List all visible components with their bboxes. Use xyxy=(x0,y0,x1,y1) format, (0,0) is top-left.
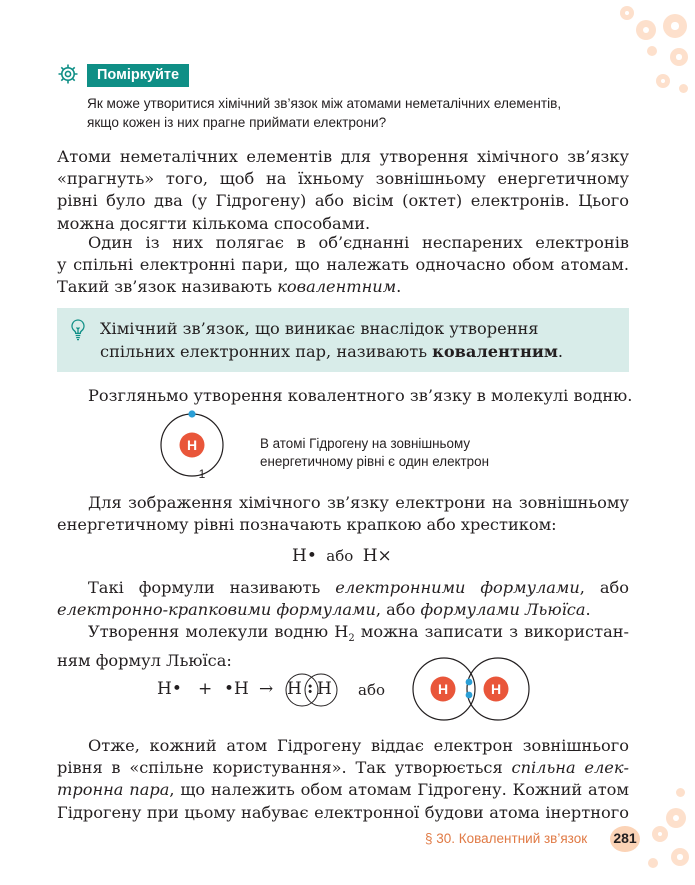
text-span: , або xyxy=(579,578,629,597)
molecule-h-left: H xyxy=(287,679,302,699)
text-line: у спільні електронні пари, що належать одночасно обом атомам. xyxy=(57,255,629,275)
or-word: або xyxy=(358,681,386,699)
shared-pair: : xyxy=(307,678,314,698)
text-span: рівня в «спільне користування». Так утворюється xyxy=(57,758,512,778)
footer-section-title: § 30. Ковалентний зв’язок xyxy=(425,831,588,846)
think-question-line: Як може утворитися хімічний зв’язок між атомами неметалічних елементів, xyxy=(87,96,562,111)
page-number: 281 xyxy=(613,830,637,846)
text-line: рівні було два (у Гідрогену) або вісім (октет) електронів. Цього xyxy=(57,191,629,211)
text-line: Для зображення хімічного зв’язку електрони на зовнішньому xyxy=(88,493,629,512)
definition-line xyxy=(100,341,563,364)
text-line xyxy=(57,757,629,779)
subscript: 2 xyxy=(348,633,355,645)
text-span: , або xyxy=(375,600,421,620)
text-span: Такий зв’язок називають xyxy=(57,277,278,297)
nucleus-label: H xyxy=(186,437,198,453)
paragraph-5 xyxy=(57,577,629,621)
caption-line: В атомі Гідрогену на зовнішньому xyxy=(260,436,471,451)
text-line xyxy=(57,276,629,298)
shell-number: 1 xyxy=(198,467,206,480)
h-dot: H• xyxy=(292,546,317,566)
atom-caption xyxy=(260,435,489,471)
paragraph-6 xyxy=(57,621,629,673)
text-span: Такі формули називають xyxy=(88,578,336,597)
dot-formula xyxy=(292,545,392,567)
text-span: спільних електронних пар, називають xyxy=(100,341,433,361)
paragraph-4 xyxy=(57,492,629,536)
text-line: енергетичному рівні позначають крапкою або хрестиком: xyxy=(57,515,557,535)
term: формулами Льюїса xyxy=(420,600,586,620)
term: тронна пара xyxy=(57,780,170,800)
text-span: можна записати з використан- xyxy=(354,622,629,641)
think-question xyxy=(87,95,561,132)
plus-sign: + xyxy=(198,679,213,699)
h-cross: H× xyxy=(362,546,392,566)
text-line: «прагнуть» того, щоб на їхньому зовнішньому енергетичному xyxy=(57,169,629,189)
nucleus-label-right: H xyxy=(490,681,502,697)
h2-molecule-diagram xyxy=(410,655,540,723)
text-line xyxy=(57,577,629,599)
think-gear-icon xyxy=(57,63,79,85)
text-line: можна досягти кількома способами. xyxy=(57,213,371,233)
term: спільна елек- xyxy=(511,758,629,778)
text-line: Отже, кожний атом Гідрогену віддає електрон зовнішнього xyxy=(88,736,629,755)
paragraph-1 xyxy=(57,146,629,235)
term: електронними формулами xyxy=(335,578,580,597)
text-span: . xyxy=(557,341,564,361)
definition-line: Хімічний зв’язок, що виникає внаслідок утворення xyxy=(100,319,539,338)
text-line: Атоми неметалічних елементів для утворення хімічного зв’язку xyxy=(57,147,629,166)
paragraph-2 xyxy=(57,232,629,299)
nucleus-label-left: H xyxy=(437,681,449,697)
text-span: . xyxy=(396,277,402,297)
text-span: Утворення молекули водню H xyxy=(88,622,349,641)
definition-text xyxy=(100,318,563,363)
electron xyxy=(188,410,195,417)
text-line xyxy=(57,599,629,621)
text-line: Один із них полягає в об’єднанні неспарених електронів xyxy=(88,233,629,252)
reaction-arrow: → xyxy=(259,679,274,699)
paragraph-3: Розгляньмо утворення ковалентного зв’язку в молекулі водню. xyxy=(88,386,633,405)
term-covalent-bold: ковалентним xyxy=(432,341,558,361)
think-question-line: якщо кожен із них прагне приймати електрони? xyxy=(87,114,387,130)
term-covalent: ковалентним xyxy=(277,277,397,297)
lightbulb-icon xyxy=(68,318,88,342)
text-span: . xyxy=(585,600,591,620)
text-line xyxy=(57,621,629,650)
molecule-h-right: H xyxy=(317,679,332,699)
term: електронно-крапковими формулами xyxy=(57,600,376,620)
text-line xyxy=(57,779,629,801)
text-line: Гідрогену при цьому набуває електронної будови атома інертного xyxy=(57,802,629,822)
think-badge: Поміркуйте xyxy=(87,64,189,87)
dot-h: •H xyxy=(224,679,249,699)
h-dot-left: H• xyxy=(157,679,182,699)
or-word: або xyxy=(326,547,354,565)
caption-line: енергетичному рівні є один електрон xyxy=(260,454,489,469)
paragraph-7 xyxy=(57,735,629,824)
hydrogen-atom-diagram xyxy=(155,408,235,480)
text-span: , що належить обом атомам Гідрогену. Кожний атом xyxy=(169,780,629,800)
text-line: ням формул Льюїса: xyxy=(57,651,232,671)
